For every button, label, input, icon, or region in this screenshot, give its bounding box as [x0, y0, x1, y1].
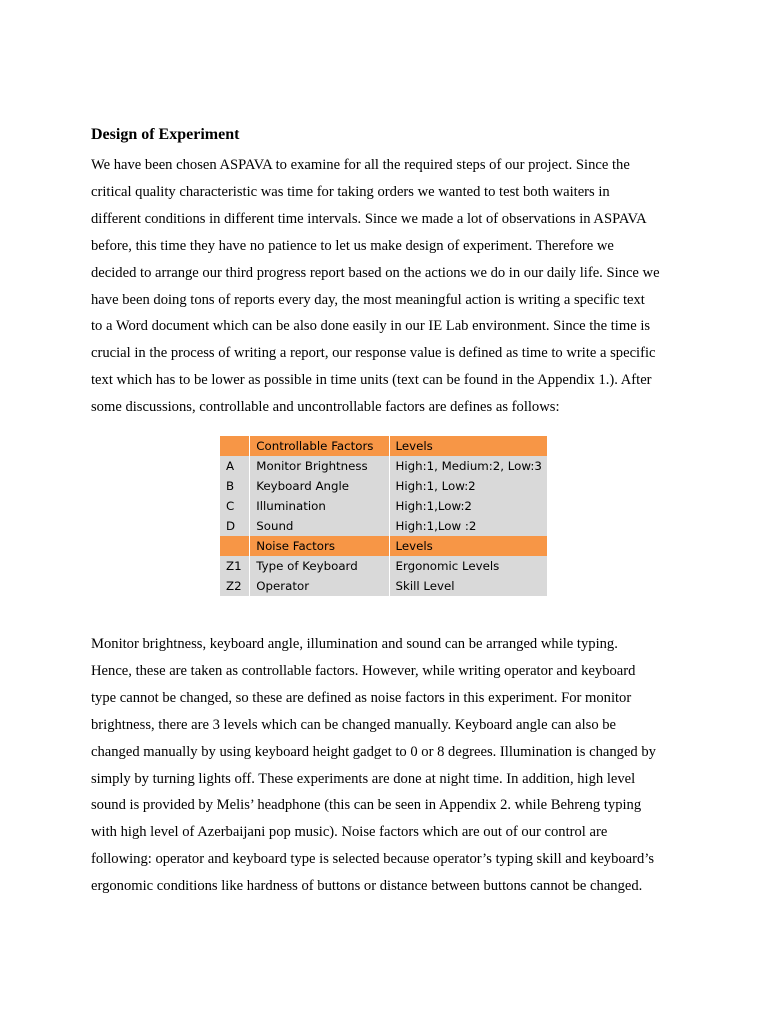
header-cell	[220, 436, 250, 456]
text-line: critical quality characteristic was time for taking orders we wanted to test both waiters in	[91, 183, 610, 200]
text-line: simply by turning lights off. These experiments are done at night time. In addition, high level	[91, 770, 636, 787]
factor-code: B	[220, 476, 250, 496]
factor-levels: High:1, Medium:2, Low:3	[389, 456, 547, 476]
text-line: crucial in the process of writing a report, our response value is defined as time to write a specific	[91, 345, 656, 362]
factor-name: Illumination	[250, 496, 389, 516]
text-line: Hence, these are taken as controllable factors. However, while writing operator and keyboard	[91, 662, 636, 679]
text-line: decided to arrange our third progress report based on the actions we do in our daily life. Since we	[91, 264, 660, 281]
factor-name: Keyboard Angle	[250, 476, 389, 496]
factor-code: Z2	[220, 576, 250, 596]
table-row	[220, 456, 548, 476]
text-line: type cannot be changed, so these are defined as noise factors in this experiment. For monitor	[91, 689, 632, 706]
factor-levels: High:1, Low:2	[389, 476, 547, 496]
text-line: have been doing tons of reports every day, the most meaningful action is writing a specific text	[91, 291, 645, 308]
factor-code: D	[220, 516, 250, 536]
header-cell: Noise Factors	[250, 536, 389, 556]
factor-name: Sound	[250, 516, 389, 536]
header-cell	[220, 536, 250, 556]
intro-paragraph	[91, 152, 691, 421]
table-row	[220, 476, 548, 496]
section-heading: Design of Experiment	[91, 126, 240, 143]
factors-table	[220, 436, 548, 596]
factor-levels: Ergonomic Levels	[389, 556, 547, 576]
text-line: different conditions in different time intervals. Since we made a lot of observations in ASPAVA	[91, 210, 647, 227]
text-line: We have been chosen ASPAVA to examine for all the required steps of our project. Since the	[91, 157, 630, 173]
header-cell: Levels	[389, 536, 547, 556]
factor-name: Monitor Brightness	[250, 456, 389, 476]
table-row	[220, 516, 548, 536]
factor-name: Type of Keyboard	[250, 556, 389, 576]
text-line: before, this time they have no patience to let us make design of experiment. Therefore we	[91, 237, 614, 254]
text-line: to a Word document which can be also done easily in our IE Lab environment. Since the time is	[91, 318, 651, 335]
header-cell: Levels	[389, 436, 547, 456]
text-line: some discussions, controllable and uncontrollable factors are defines as follows:	[91, 399, 560, 416]
text-line: sound is provided by Melis’ headphone (this can be seen in Appendix 2. while Behreng typing	[91, 797, 642, 814]
factor-code: Z1	[220, 556, 250, 576]
table-row	[220, 496, 548, 516]
text-line: ergonomic conditions like hardness of buttons or distance between buttons cannot be changed.	[91, 878, 643, 895]
table-row	[220, 576, 548, 596]
factor-code: A	[220, 456, 250, 476]
factors-paragraph	[91, 631, 691, 900]
noise-header-row	[220, 536, 548, 556]
factor-name: Operator	[250, 576, 389, 596]
text-line: changed manually by using keyboard height gadget to 0 or 8 degrees. Illumination is changed by	[91, 743, 656, 760]
controllable-header-row	[220, 436, 548, 456]
factor-code: C	[220, 496, 250, 516]
factor-levels: High:1,Low:2	[389, 496, 547, 516]
factor-levels: High:1,Low :2	[389, 516, 547, 536]
text-line: text which has to be lower as possible in time units (text can be found in the Appendix 1.). After	[91, 372, 652, 389]
text-line: following: operator and keyboard type is selected because operator’s typing skill and keyboard’s	[91, 851, 655, 868]
header-cell: Controllable Factors	[250, 436, 389, 456]
table-row	[220, 556, 548, 576]
factor-levels: Skill Level	[389, 576, 547, 596]
text-line: Monitor brightness, keyboard angle, illumination and sound can be arranged while typing.	[91, 636, 618, 652]
text-line: with high level of Azerbaijani pop music). Noise factors which are out of our control are	[91, 824, 608, 841]
text-line: brightness, there are 3 levels which can be changed manually. Keyboard angle can also be	[91, 716, 617, 733]
